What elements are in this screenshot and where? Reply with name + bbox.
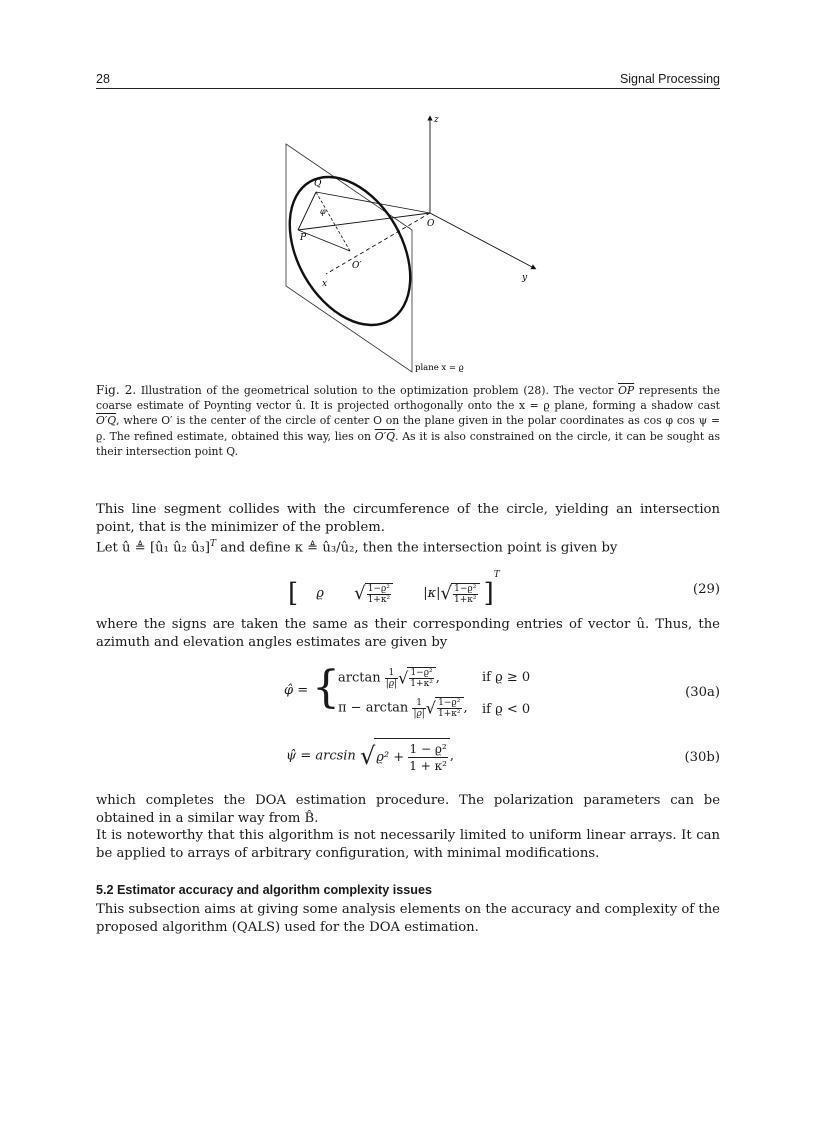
label-q: Q (314, 179, 322, 189)
paragraph-6: This subsection aims at giving some analysis elements on the accuracy and complexity of the proposed algorithm (QALS) used for the DOA estimation. (96, 902, 720, 935)
equation-29 (288, 570, 500, 609)
page-header (96, 72, 720, 89)
eq30a-sqrt-sign-1: √ (398, 668, 409, 688)
caption-vector-op: $\overline{OP}$ (618, 384, 635, 397)
paragraph-1 (96, 501, 720, 557)
paragraph-1-text: This line segment collides with the circumference of the circle, yielding an intersection point, that is the minimizer of the problem. (96, 502, 720, 535)
eq29-sqrt-2 (451, 583, 480, 605)
eq30a-arctan-1: arctan (338, 670, 381, 686)
bracket-left: [ (288, 578, 299, 609)
eq30a-den-1: 1+κ² (410, 679, 433, 689)
paragraph-4 (96, 792, 720, 862)
paragraph-2c: and define κ ≜ û₃/û₂, then the intersection point is given by (216, 540, 618, 556)
caption-text-3: , where O′ is the center of the circle of center O on the plane given in the polar coordinates as cos φ cos ψ = ϱ. The refined estimate, obtained this way, lies on (96, 414, 720, 443)
page-number: 28 (96, 72, 110, 86)
eq30a-cond-2: if ϱ < 0 (482, 702, 531, 717)
label-x: x (322, 279, 328, 289)
paragraph-4-text: which completes the DOA estimation procedure. The polarization parameters can be obtained in a similar way from B̂. (96, 793, 720, 826)
section-heading: 5.2 Estimator accuracy and algorithm complexity issues (96, 883, 432, 897)
label-oprime: O′ (352, 261, 362, 271)
transpose-sup: T (210, 539, 217, 549)
caption-text-1: Illustration of the geometrical solution to the optimization problem (28). The vector (140, 384, 614, 397)
caption-label: Fig. 2. (96, 383, 137, 397)
eq30a-arctan-2: π − arctan (338, 700, 409, 716)
equation-number-29: (29) (692, 582, 720, 597)
eq30a-case-1: arctan $\frac{1}{|ϱ|}$ √ $\frac{\text{1−ϱ²}}{\text{1+κ²}}$ , (338, 667, 440, 689)
label-z: z (434, 115, 439, 125)
eq30b-lhs: ψ̂ = arcsin (286, 748, 356, 764)
paragraph-2a: Let û ≜ [û₁ û₂ û₃] (96, 540, 210, 556)
running-title: Signal Processing (619, 72, 720, 86)
label-phi: φ (320, 207, 326, 216)
label-y: y (522, 273, 528, 283)
eq30a-num-1: 1−ϱ² (410, 668, 433, 678)
eq30a-f1d-1: |ϱ| (385, 678, 398, 689)
line-oq (316, 192, 430, 213)
eq30a-f1d-2: |ϱ| (413, 708, 425, 719)
caption-text-2: represents the coarse estimate of Poynting vector û. It is projected orthogonally onto the x = ϱ plane, forming a shadow cast (96, 384, 721, 413)
paragraph-3: where the signs are taken the same as their corresponding entries of vector û. Thus, the azimuth and elevation angles estimates are given by (96, 617, 720, 650)
plane-outline (286, 144, 412, 372)
eq30b-sqrt-sign: √ (359, 742, 376, 770)
label-o: O (427, 219, 435, 229)
equation-number-30a: (30a) (685, 685, 720, 700)
eq29-num-2: 1−ϱ² (454, 583, 477, 594)
equation-number-30b: (30b) (684, 750, 720, 765)
eq30b-rho2: ϱ² + (376, 750, 405, 765)
shadow-oq (316, 192, 350, 251)
eq30a-den-2: 1+κ² (438, 709, 461, 719)
figure-caption (96, 383, 720, 459)
eq29-rho: ϱ (316, 586, 324, 601)
eq30a-sqrt-sign-2: √ (425, 698, 436, 718)
y-axis (430, 213, 534, 268)
bracket-right: ] (483, 578, 494, 609)
caption-vector-opq-2: O′Q (374, 429, 395, 443)
label-p: P (300, 233, 307, 243)
label-plane: plane x = ϱ (415, 363, 464, 373)
eq29-kappa: |κ| (423, 586, 441, 601)
x-axis (326, 213, 430, 274)
vector-op (298, 213, 430, 230)
eq29-num-1: 1−ϱ² (367, 583, 390, 594)
eq30a-num-2: 1−ϱ² (438, 698, 461, 708)
eq30a-case-2: π − arctan $\frac{1}{|ϱ|}$ √ $\frac{\text{1−ϱ²}}{\text{1+κ²}}$ , (338, 697, 468, 719)
eq30a-lhs: φ̂ = (284, 683, 309, 698)
eq30a-cond-1: if ϱ ≥ 0 (482, 670, 531, 685)
eq30b-num: 1 − ϱ² (409, 742, 447, 756)
caption-text-4: . As it is also constrained on the circle, it can be sought as their intersection point Q. (96, 429, 720, 458)
figure-geometry (270, 108, 560, 378)
eq29-den-2: 1+κ² (454, 594, 477, 605)
eq29-transpose: T (493, 570, 500, 580)
line-pq (298, 192, 316, 230)
eq30b-den: 1 + κ² (409, 759, 447, 773)
eq30a-brace: { (312, 662, 340, 713)
equation-30b: ψ̂ = arcsin √ϱ² + $\frac{\text{1 − ϱ²}}{\text{1 + κ²}}$ , (286, 738, 454, 774)
sqrt-sign-2: √ (440, 583, 452, 604)
eq30a-f1n-1: 1 (385, 668, 398, 679)
eq30a-f1n-2: 1 (412, 698, 425, 709)
sqrt-sign-1: √ (354, 583, 366, 604)
circle (270, 156, 435, 347)
eq29-sqrt-1 (365, 583, 394, 605)
caption-vector-opq-1: O′Q (96, 414, 117, 428)
paragraph-5-text: It is noteworthy that this algorithm is not necessarily limited to uniform linear arrays. It can be applied to arrays of arbitrary configuration, with minimal modifications. (96, 828, 720, 861)
eq30b-sqrt (374, 738, 450, 774)
eq29-den-1: 1+κ² (367, 594, 391, 605)
